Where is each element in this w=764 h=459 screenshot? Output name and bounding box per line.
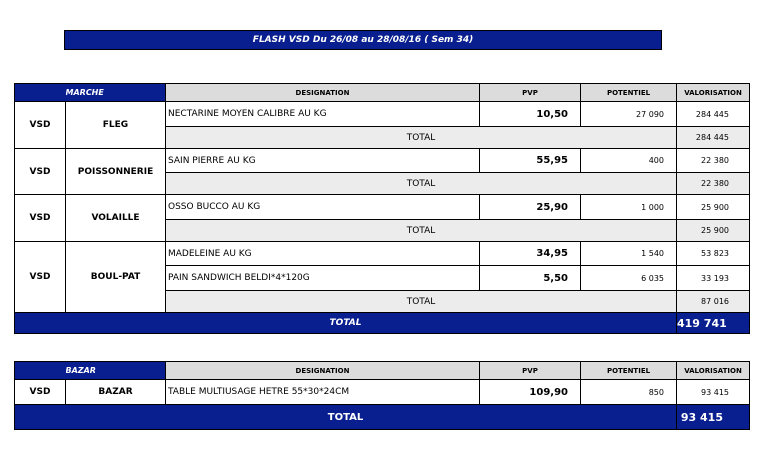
subtotal-label: TOTAL [166, 220, 677, 242]
market-cell: POISSONNERIE [66, 149, 166, 195]
subtotal-value: 22 380 [677, 173, 750, 195]
pvp-cell: 55,95 [480, 149, 581, 173]
designation-cell: PAIN SANDWICH BELDI*4*120G [166, 266, 480, 291]
market-cell: BOUL-PAT [66, 242, 166, 313]
grand-total-row [15, 313, 750, 334]
grand-total-row [15, 405, 750, 430]
designation-cell: OSSO BUCCO AU KG [166, 195, 480, 220]
store-cell: VSD [15, 195, 66, 242]
subtotal-label: TOTAL [166, 291, 677, 313]
pvp-cell: 25,90 [480, 195, 581, 220]
valorisation-header: VALORISATION [677, 84, 750, 102]
bazar-header-row [15, 362, 750, 380]
potentiel-cell: 400 [581, 149, 677, 173]
marche-table [14, 83, 750, 334]
grand-total-value: 419 741 [677, 313, 750, 334]
grand-total-value: 93 415 [677, 405, 750, 430]
pvp-cell: 5,50 [480, 266, 581, 291]
potentiel-cell: 850 [581, 380, 677, 405]
valorisation-header: VALORISATION [677, 362, 750, 380]
valorisation-cell: 33 193 [677, 266, 750, 291]
designation-header: DESIGNATION [166, 362, 480, 380]
store-cell: VSD [15, 149, 66, 195]
valorisation-cell: 53 823 [677, 242, 750, 266]
pvp-cell: 34,95 [480, 242, 581, 266]
potentiel-header: POTENTIEL [581, 84, 677, 102]
store-cell: VSD [15, 102, 66, 149]
pvp-header: PVP [480, 362, 581, 380]
potentiel-header: POTENTIEL [581, 362, 677, 380]
marche-section-header: MARCHE [66, 84, 166, 102]
bazar-table [14, 361, 750, 430]
valorisation-cell: 25 900 [677, 195, 750, 220]
store-cell: VSD [15, 242, 66, 313]
grand-total-label: TOTAL [15, 405, 677, 430]
potentiel-cell: 1 000 [581, 195, 677, 220]
market-cell: BAZAR [66, 380, 166, 405]
table-row [15, 242, 750, 266]
valorisation-cell: 284 445 [677, 102, 750, 127]
designation-cell: SAIN PIERRE AU KG [166, 149, 480, 173]
report-title: FLASH VSD Du 26/08 au 28/08/16 ( Sem 34) [64, 30, 662, 50]
market-cell: FLEG [66, 102, 166, 149]
market-cell: VOLAILLE [66, 195, 166, 242]
subtotal-value: 87 016 [677, 291, 750, 313]
potentiel-cell: 6 035 [581, 266, 677, 291]
subtotal-label: TOTAL [166, 173, 677, 195]
valorisation-cell: 22 380 [677, 149, 750, 173]
bazar-section-header: BAZAR [66, 362, 166, 380]
potentiel-cell: 1 540 [581, 242, 677, 266]
table-row [15, 149, 750, 173]
grand-total-label: TOTAL [15, 313, 677, 334]
designation-cell: TABLE MULTIUSAGE HETRE 55*30*24CM [166, 380, 480, 405]
marche-header-row [15, 84, 750, 102]
store-cell: VSD [15, 380, 66, 405]
pvp-cell: 109,90 [480, 380, 581, 405]
subtotal-value: 25 900 [677, 220, 750, 242]
designation-cell: MADELEINE AU KG [166, 242, 480, 266]
pvp-header: PVP [480, 84, 581, 102]
subtotal-label: TOTAL [166, 127, 677, 149]
table-row [15, 380, 750, 405]
pvp-cell: 10,50 [480, 102, 581, 127]
table-row [15, 195, 750, 220]
valorisation-cell: 93 415 [677, 380, 750, 405]
table-row [15, 102, 750, 127]
subtotal-value: 284 445 [677, 127, 750, 149]
designation-header: DESIGNATION [166, 84, 480, 102]
designation-cell: NECTARINE MOYEN CALIBRE AU KG [166, 102, 480, 127]
potentiel-cell: 27 090 [581, 102, 677, 127]
